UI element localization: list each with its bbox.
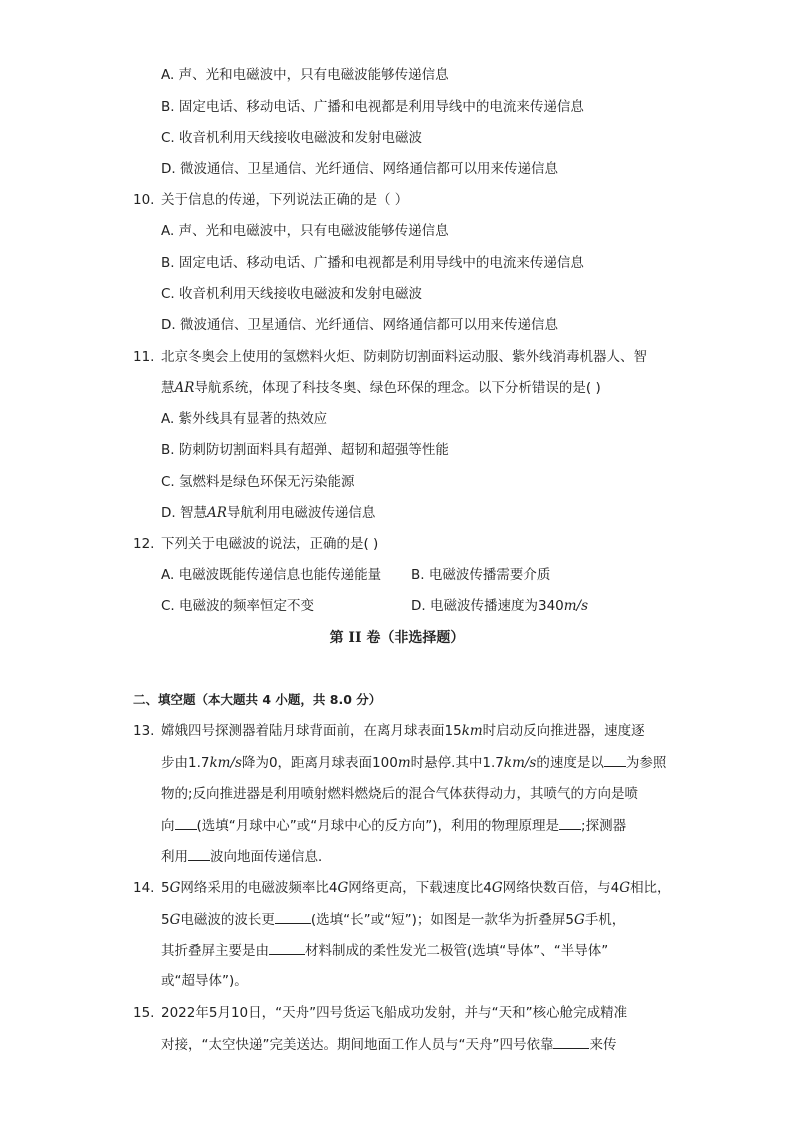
q9-option-c: C. 收音机利用天线接收电磁波和发射电磁波 bbox=[161, 130, 423, 146]
q15-blank-1[interactable] bbox=[553, 1034, 589, 1049]
q11-option-d: D. 智慧AR导航利用电磁波传递信息 bbox=[161, 505, 376, 521]
q12-number: 12. bbox=[133, 536, 155, 552]
q15-line1: 2022年5月10日，“天舟”四号货运飞船成功发射，并与“天和”核心舱完成精准 bbox=[161, 1005, 628, 1021]
q11-option-a: A. 紫外线具有显著的热效应 bbox=[161, 411, 328, 427]
q11-option-c: C. 氢燃料是绿色环保无污染能源 bbox=[161, 474, 355, 490]
q14-line4: 或“超导体”)。 bbox=[161, 973, 248, 989]
q12-option-c: C. 电磁波的频率恒定不变 bbox=[161, 598, 315, 614]
q11-option-b: B. 防刺防切割面料具有超弹、超韧和超强等性能 bbox=[161, 442, 449, 458]
q13-blank-2[interactable] bbox=[175, 815, 197, 830]
q13-number: 13. bbox=[133, 723, 155, 739]
q15-line2: 对接，“太空快递”完美送达。期间地面工作人员与“天舟”四号依靠 来传 bbox=[161, 1034, 616, 1055]
q9-option-d: D. 微波通信、卫星通信、光纤通信、网络通信都可以用来传递信息 bbox=[161, 161, 558, 177]
q13-blank-3[interactable] bbox=[559, 815, 581, 830]
q13-line1: 嫦娥四号探测器着陆月球背面前，在离月球表面15km时启动反向推进器，速度逐 bbox=[161, 723, 645, 739]
q11-stem-line1: 北京冬奥会上使用的氢燃料火炬、防刺防切割面料运动服、紫外线消毒机器人、智 bbox=[161, 349, 647, 365]
q12-option-b: B. 电磁波传播需要介质 bbox=[411, 567, 551, 583]
q10-option-d: D. 微波通信、卫星通信、光纤通信、网络通信都可以用来传递信息 bbox=[161, 317, 558, 333]
q14-line1: 5G网络采用的电磁波频率比4G网络更高，下载速度比4G网络快数百倍，与4G相比， bbox=[161, 880, 671, 896]
q14-blank-2[interactable] bbox=[269, 940, 305, 955]
q12-stem: 下列关于电磁波的说法，正确的是( ) bbox=[161, 536, 379, 552]
q12-option-a: A. 电磁波既能传递信息也能传递能量 bbox=[161, 567, 382, 583]
q13-line2: 步由1.7km/s降为0，距离月球表面100m时悬停.其中1.7km/s的速度是以 为参照 bbox=[161, 752, 666, 773]
q10-option-c: C. 收音机利用天线接收电磁波和发射电磁波 bbox=[161, 286, 423, 302]
part-title: 二、填空题（本大题共 4 小题，共 8.0 分） bbox=[133, 692, 382, 707]
q14-blank-1[interactable] bbox=[275, 909, 311, 924]
q15-number: 15. bbox=[133, 1005, 155, 1021]
q14-number: 14. bbox=[133, 880, 155, 896]
q13-line4: 向 (选填“月球中心”或“月球中心的反方向”)，利用的物理原理是 ;探测器 bbox=[161, 815, 626, 836]
q10-number: 10. bbox=[133, 192, 155, 208]
q9-option-b: B. 固定电话、移动电话、广播和电视都是利用导线中的电流来传递信息 bbox=[161, 99, 584, 115]
q13-blank-4[interactable] bbox=[188, 846, 210, 861]
q13-blank-1[interactable] bbox=[604, 752, 626, 767]
section-title: 第 II 卷（非选择题） bbox=[329, 630, 465, 646]
q13-line5: 利用 波向地面传递信息． bbox=[161, 846, 332, 867]
q13-line3: 物的;反向推进器是利用喷射燃料燃烧后的混合气体获得动力，其喷气的方向是喷 bbox=[161, 786, 639, 802]
q11-number: 11. bbox=[133, 349, 155, 365]
q14-line2: 5G电磁波的波长更 (选填“长”或“短”)；如图是一款华为折叠屏5G手机， bbox=[161, 909, 625, 930]
q10-stem: 关于信息的传递，下列说法正确的是（ ） bbox=[161, 192, 409, 208]
q9-option-a: A. 声、光和电磁波中，只有电磁波能够传递信息 bbox=[161, 67, 449, 83]
q11-stem-line2: 慧AR导航系统，体现了科技冬奥、绿色环保的理念。以下分析错误的是( ) bbox=[161, 380, 601, 396]
q12-option-d: D. 电磁波传播速度为340m/s bbox=[411, 598, 589, 614]
q10-option-a: A. 声、光和电磁波中，只有电磁波能够传递信息 bbox=[161, 223, 449, 239]
q10-option-b: B. 固定电话、移动电话、广播和电视都是利用导线中的电流来传递信息 bbox=[161, 255, 584, 271]
q14-line3: 其折叠屏主要是由 材料制成的柔性发光二极管(选填“导体”、“半导体” bbox=[161, 940, 608, 961]
